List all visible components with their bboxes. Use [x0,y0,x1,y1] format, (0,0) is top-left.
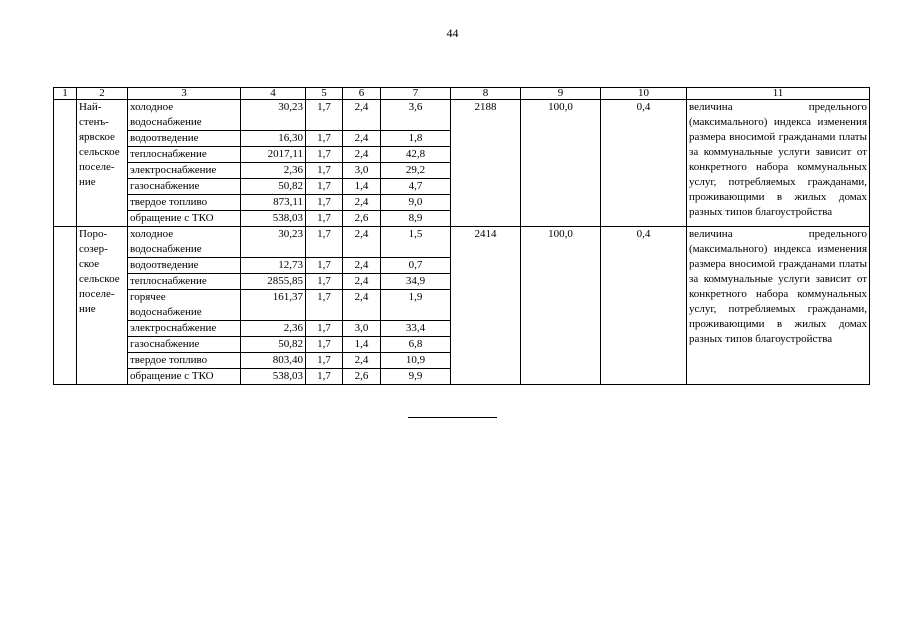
note-cell [687,227,870,385]
header-cell: 2 [77,88,128,100]
footnote-rule [408,417,497,418]
col6-value: 2,6 [343,369,381,385]
page-number: 44 [446,26,459,40]
col5-value: 1,7 [306,211,343,227]
col5-value: 1,7 [306,131,343,147]
col7-value: 33,4 [381,321,451,337]
header-row [54,88,870,100]
service-name: обращение с ТКО [128,369,241,385]
col6-value: 2,4 [343,195,381,211]
col6-value: 1,4 [343,337,381,353]
tariff-value: 538,03 [241,211,306,227]
col6-value: 2,4 [343,258,381,274]
header-cell: 1 [54,88,77,100]
header-cell: 5 [306,88,343,100]
service-name: горячее водоснабжение [128,290,241,321]
col5-value: 1,7 [306,163,343,179]
tariff-value: 2855,85 [241,274,306,290]
col5-value: 1,7 [306,100,343,131]
row-number-cell [54,227,77,385]
service-name: электроснабжение [128,321,241,337]
header-cell: 8 [451,88,521,100]
col7-value: 42,8 [381,147,451,163]
col7-value: 10,9 [381,353,451,369]
col5-value: 1,7 [306,258,343,274]
col6-value: 2,4 [343,353,381,369]
col5-value: 1,7 [306,369,343,385]
service-name: холодное водоснабжение [128,227,241,258]
col6-value: 2,4 [343,131,381,147]
col6-value: 2,6 [343,211,381,227]
col6-value: 3,0 [343,321,381,337]
tariff-value: 538,03 [241,369,306,385]
service-name: твердое топливо [128,353,241,369]
share-value: 100,0 [521,227,601,385]
col6-value: 2,4 [343,147,381,163]
col6-value: 2,4 [343,290,381,321]
header-cell: 11 [687,88,870,100]
col7-value: 4,7 [381,179,451,195]
service-name: обращение с ТКО [128,211,241,227]
col5-value: 1,7 [306,321,343,337]
col7-value: 6,8 [381,337,451,353]
tariff-value: 161,37 [241,290,306,321]
service-name: водоотведение [128,131,241,147]
service-name: теплоснабжение [128,147,241,163]
population-value: 2414 [451,227,521,385]
tariff-value: 30,23 [241,227,306,258]
tariff-value: 803,40 [241,353,306,369]
service-name: твердое топливо [128,195,241,211]
col6-value: 2,4 [343,227,381,258]
col6-value: 2,4 [343,274,381,290]
note-text: величина предельного (максимального) индекса изменения размера вносимой гражданами платы за коммунальные услуги зависит от конкретного набора коммунальных услуг, потребляемых гражданами, проживающими в жилых домах разных типов благоустройства [689,101,867,218]
col6-value: 2,4 [343,100,381,131]
col7-value: 0,7 [381,258,451,274]
col5-value: 1,7 [306,195,343,211]
col7-value: 9,9 [381,369,451,385]
index-value: 0,4 [601,227,687,385]
tariff-value: 16,30 [241,131,306,147]
col5-value: 1,7 [306,337,343,353]
service-name: теплоснабжение [128,274,241,290]
col6-value: 1,4 [343,179,381,195]
col7-value: 1,5 [381,227,451,258]
col5-value: 1,7 [306,290,343,321]
index-value: 0,4 [601,100,687,227]
header-cell: 6 [343,88,381,100]
settlement-name: Поро- созер- ское сельское поселе- ние [77,227,128,385]
header-cell: 7 [381,88,451,100]
col7-value: 9,0 [381,195,451,211]
service-name: газоснабжение [128,337,241,353]
col5-value: 1,7 [306,353,343,369]
share-value: 100,0 [521,100,601,227]
service-name: газоснабжение [128,179,241,195]
col5-value: 1,7 [306,179,343,195]
tariff-value: 50,82 [241,337,306,353]
table-row [54,227,870,258]
tariff-value: 2,36 [241,321,306,337]
table-row [54,100,870,131]
tariff-value: 2017,11 [241,147,306,163]
tariff-value: 12,73 [241,258,306,274]
col7-value: 1,9 [381,290,451,321]
col7-value: 8,9 [381,211,451,227]
tariff-value: 873,11 [241,195,306,211]
service-name: электроснабжение [128,163,241,179]
population-value: 2188 [451,100,521,227]
service-name: водоотведение [128,258,241,274]
col7-value: 29,2 [381,163,451,179]
header-cell: 3 [128,88,241,100]
note-text: величина предельного (максимального) индекса изменения размера вносимой гражданами платы за коммунальные услуги зависит от конкретного набора коммунальных услуг, потребляемых гражданами, проживающими в жилых домах разных типов благоустройства [689,228,867,345]
col7-value: 34,9 [381,274,451,290]
tariff-table [53,87,870,385]
settlement-name: Най- стенъ- ярвское сельское поселе- ние [77,100,128,227]
tariff-value: 50,82 [241,179,306,195]
col6-value: 3,0 [343,163,381,179]
note-cell [687,100,870,227]
service-name: холодное водоснабжение [128,100,241,131]
col7-value: 3,6 [381,100,451,131]
header-cell: 10 [601,88,687,100]
col5-value: 1,7 [306,274,343,290]
col5-value: 1,7 [306,227,343,258]
col7-value: 1,8 [381,131,451,147]
tariff-value: 30,23 [241,100,306,131]
col5-value: 1,7 [306,147,343,163]
header-cell: 4 [241,88,306,100]
row-number-cell [54,100,77,227]
header-cell: 9 [521,88,601,100]
tariff-value: 2,36 [241,163,306,179]
